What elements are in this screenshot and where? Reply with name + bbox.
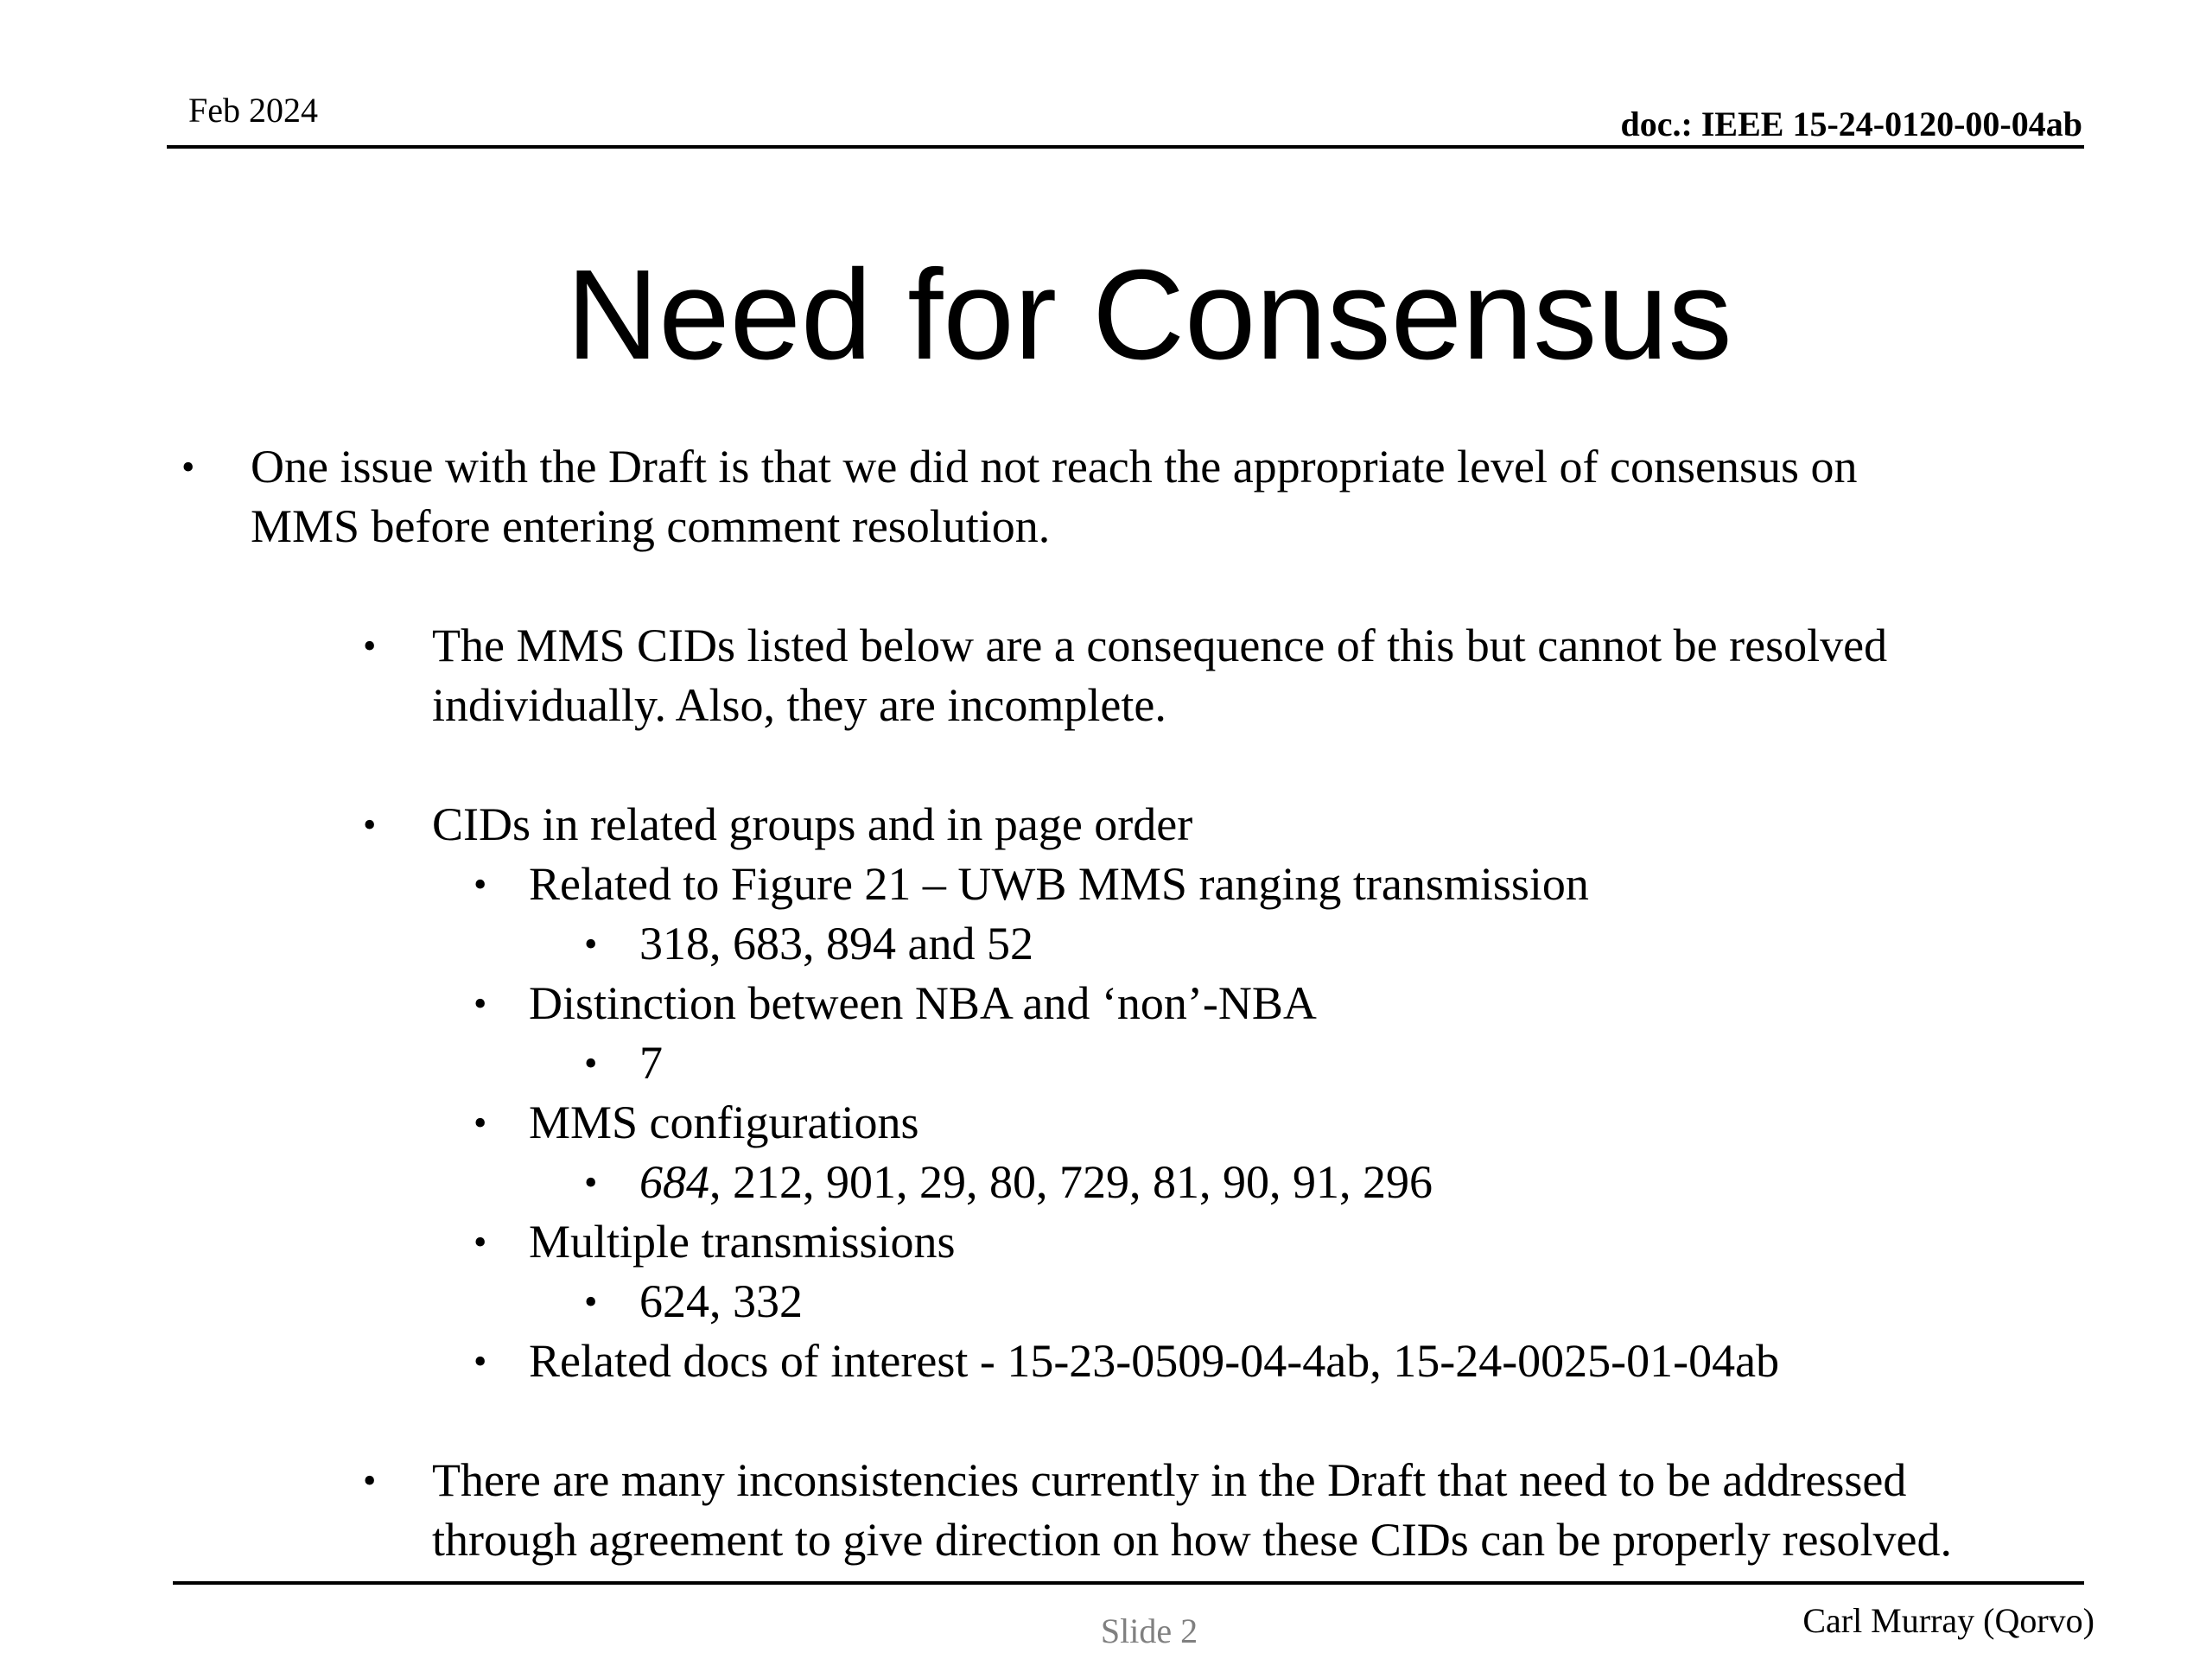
bullet-item: [363, 616, 1888, 735]
bullet-marker: •: [363, 625, 377, 667]
bullet-marker: •: [474, 1221, 487, 1263]
cid-list: 318, 683, 894 and 52: [639, 918, 1033, 969]
bullet-text-line: MMS before entering comment resolution.: [251, 500, 1051, 552]
bullet-marker: •: [474, 1102, 487, 1144]
sub-bullet-item: [474, 974, 1317, 1033]
bullet-text-line: One issue with the Draft is that we did not reach the appropriate level of consensus on: [251, 441, 1858, 493]
related-docs: Related docs of interest - 15-23-0509-04-4ab, 15-24-0025-01-04ab: [529, 1335, 1780, 1387]
group-label: MMS configurations: [529, 1096, 919, 1148]
bullet-marker: •: [181, 446, 195, 488]
sub-bullet-item: [474, 1093, 919, 1153]
bullet-item: [363, 1451, 1952, 1570]
bullet-marker: •: [584, 1042, 598, 1084]
bullet-text-line: CIDs in related groups and in page order: [432, 798, 1193, 850]
header-doc-id: doc.: IEEE 15-24-0120-00-04ab: [1620, 105, 2082, 143]
bullet-text-line: through agreement to give direction on how these CIDs can be properly resolved.: [432, 1514, 1952, 1566]
cid-italic: 684: [639, 1156, 709, 1208]
cid-list-item: [584, 914, 1033, 974]
cid-list: 7: [639, 1037, 663, 1089]
group-label: Multiple transmissions: [529, 1216, 956, 1268]
cid-list: [639, 1153, 1433, 1212]
sub-bullet-item: [474, 1212, 956, 1272]
bullet-text-line: individually. Also, they are incomplete.: [432, 679, 1166, 731]
cid-list: 624, 332: [639, 1275, 803, 1327]
footer-author: Carl Murray (Qorvo): [1802, 1601, 2094, 1640]
group-label: Distinction between NBA and ‘non’-NBA: [529, 977, 1317, 1029]
footer-divider: [173, 1581, 2084, 1585]
bullet-marker: •: [363, 804, 377, 846]
cid-list-item: [584, 1272, 803, 1332]
bullet-marker: •: [474, 982, 487, 1025]
sub-bullet-item: [474, 855, 1589, 914]
slide-number: Slide 2: [1100, 1611, 1198, 1650]
header-date: Feb 2024: [188, 91, 318, 130]
bullet-marker: •: [474, 1340, 487, 1382]
bullet-text-line: The MMS CIDs listed below are a consequence of this but cannot be resolved: [432, 620, 1888, 671]
bullet-item: [363, 795, 1193, 855]
bullet-marker: •: [584, 923, 598, 965]
bullet-marker: •: [584, 1281, 598, 1323]
slide-title: Need for Consensus: [566, 244, 1732, 386]
bullet-marker: •: [584, 1161, 598, 1204]
sub-bullet-item: [474, 1332, 1780, 1391]
bullet-text-line: There are many inconsistencies currently in the Draft that need to be addressed: [432, 1454, 1907, 1506]
group-label: Related to Figure 21 – UWB MMS ranging transmission: [529, 858, 1589, 910]
bullet-item: [181, 437, 1858, 556]
cid-list-item: [584, 1153, 1433, 1212]
bullet-marker: •: [363, 1459, 377, 1502]
bullet-marker: •: [474, 863, 487, 906]
cid-list-item: [584, 1033, 663, 1093]
cid-rest: , 212, 901, 29, 80, 729, 81, 90, 91, 296: [709, 1156, 1433, 1208]
